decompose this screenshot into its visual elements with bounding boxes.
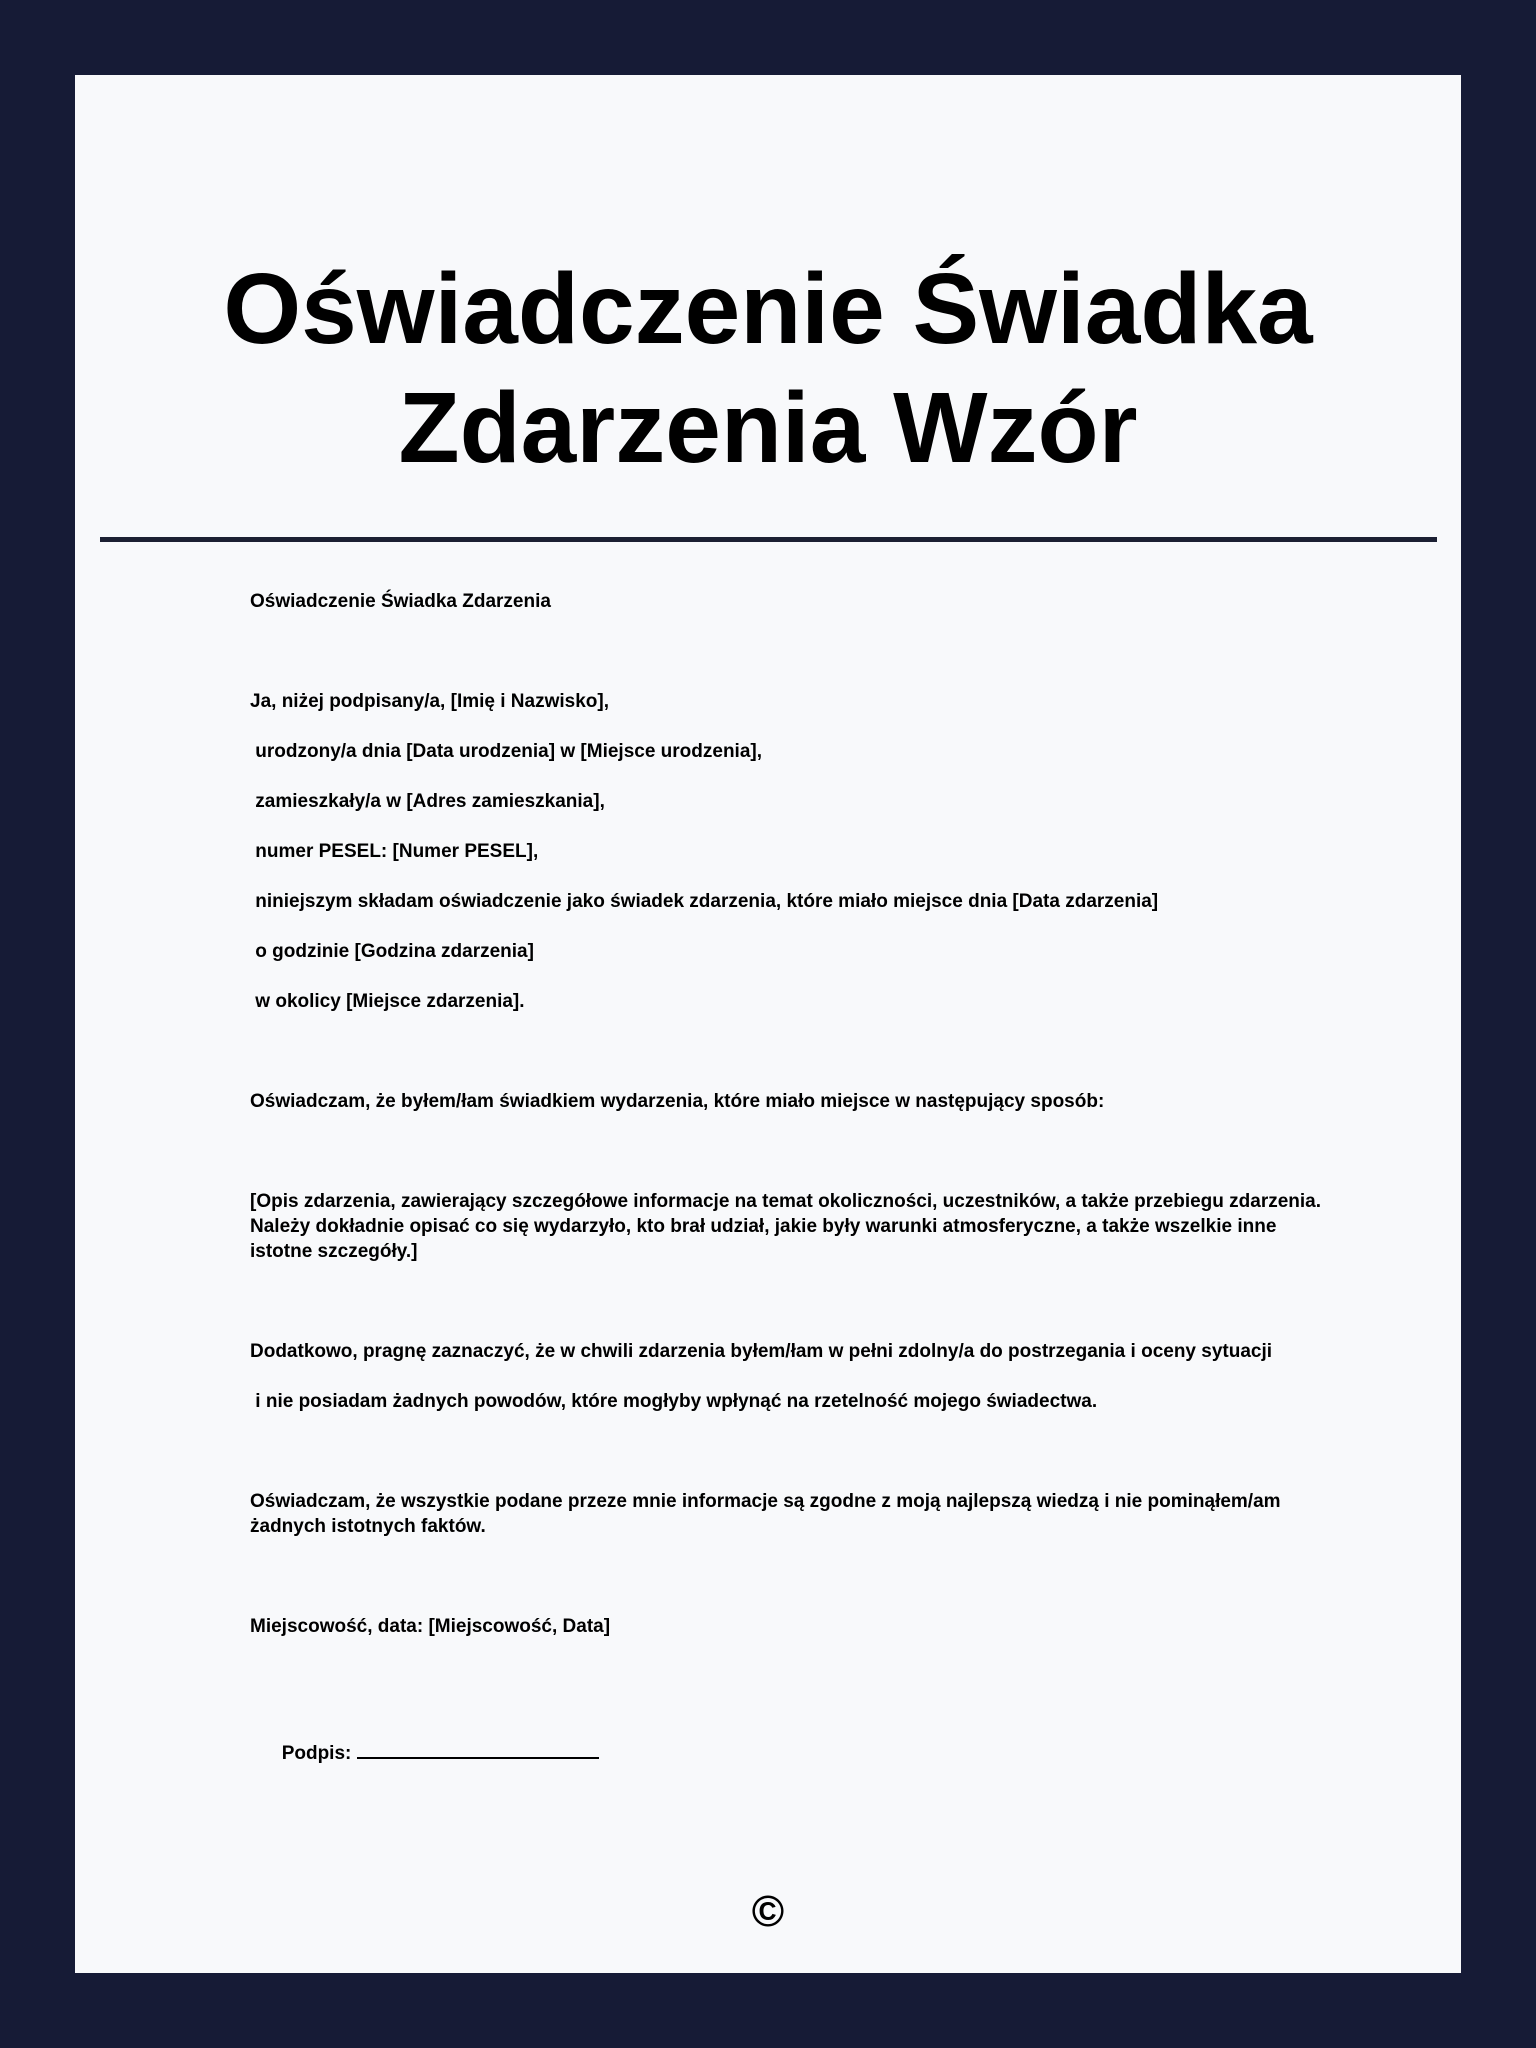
intro-line: zamieszkały/a w [Adres zamieszkania], [250,791,605,812]
statement-paragraph: Oświadczam, że byłem/łam świadkiem wydarzenia, które miało miejsce w następujący sposób: [250,1091,1105,1112]
document-body [250,589,1340,1791]
page-title [75,250,1461,488]
additional-paragraph-1: Dodatkowo, pragnę zaznaczyć, że w chwili zdarzenia byłem/łam w pełni zdolny/a do postrzegania i oceny sytuacji [250,1341,1273,1362]
additional-paragraph-2: i nie posiadam żadnych powodów, które mogłyby wpłynąć na rzetelność mojego świadectwa. [250,1391,1098,1412]
document-heading: Oświadczenie Świadka Zdarzenia [250,591,551,612]
signature-label: Podpis: [281,1743,352,1764]
signature-blank [357,1739,599,1759]
intro-line: Ja, niżej podpisany/a, [Imię i Nazwisko], [250,691,609,712]
intro-line: o godzinie [Godzina zdarzenia] [250,941,534,962]
place-date-line: Miejscowość, data: [Miejscowość, Data] [250,1616,611,1637]
intro-line: niniejszym składam oświadczenie jako świadek zdarzenia, które miało miejsce dnia [Data zdarzenia] [250,891,1159,912]
title-line-2: Zdarzenia Wzór [398,372,1138,484]
title-divider [100,537,1437,542]
intro-line: numer PESEL: [Numer PESEL], [250,841,539,862]
document-page [75,75,1461,1973]
intro-line: w okolicy [Miejsce zdarzenia]. [250,991,525,1012]
truth-paragraph: Oświadczam, że wszystkie podane przeze mnie informacje są zgodne z moją najlepszą wiedzą i nie pominąłem/am żadnych istotnych faktów. [250,1491,1286,1537]
copyright-icon: © [751,1887,785,1936]
signature-line [250,1714,1340,1791]
title-line-1: Oświadczenie Świadka [223,253,1313,365]
description-paragraph: [Opis zdarzenia, zawierający szczegółowe informacje na temat okoliczności, uczestników, a także przebiegu zdarzenia. Należy dokładnie opisać co się wydarzyło, kto brał udział, jakie były warunki atmosferyczne, a także wszelkie inne istotne szczegóły.] [250,1191,1327,1262]
intro-line: urodzony/a dnia [Data urodzenia] w [Miejsce urodzenia], [250,741,763,762]
